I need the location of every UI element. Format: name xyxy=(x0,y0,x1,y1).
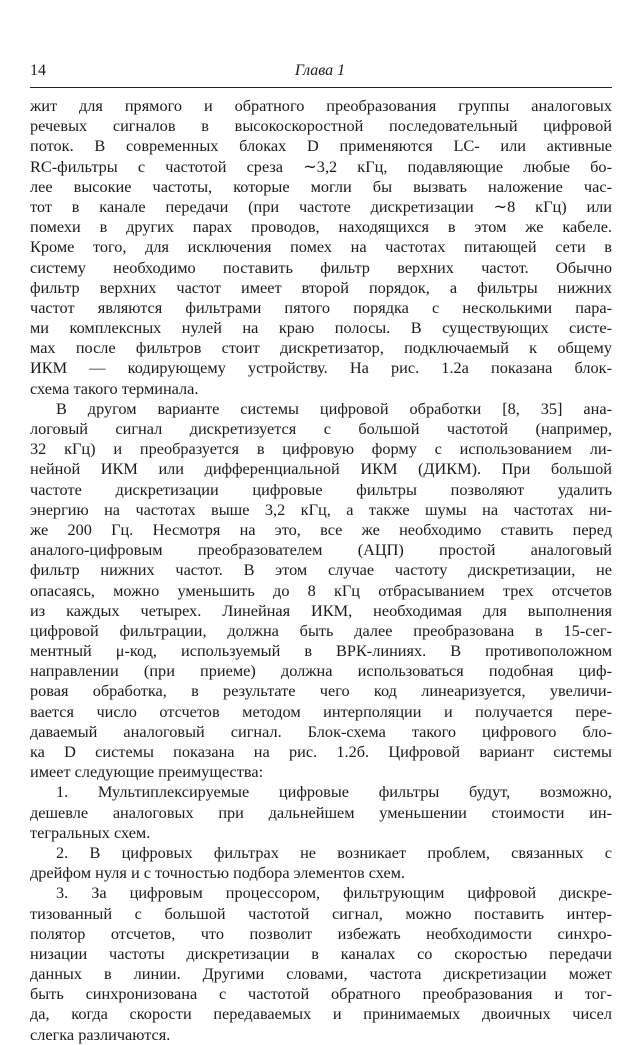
text-line: имеет следующие преимущества: xyxy=(30,762,264,782)
text-line: ментный μ-код, используемый в ВРК-линиях. В противоположном xyxy=(30,641,612,661)
text-line: Кроме того, для исключения помех на частотах питающей сети в xyxy=(30,237,612,257)
text-line: же 200 Гц. Несмотря на это, все же необходимо ставить перед xyxy=(30,519,612,539)
text-line: направлении (при приеме) должна использоваться подобная циф- xyxy=(30,661,612,681)
text-line: частоте дискретизации цифровые фильтры позволяют удалить xyxy=(30,479,612,499)
page-header xyxy=(30,62,610,86)
text-line: лее высокие частоты, которые могли бы вызвать наложение час- xyxy=(30,176,612,196)
text-line: ми комплексных нулей на краю полосы. В существующих систе- xyxy=(30,318,612,338)
text-line: 32 кГц) и преобразуется в цифровую форму с использованием ли- xyxy=(30,439,612,459)
text-line: помехи в других парах проводов, находящихся в этом же кабеле. xyxy=(30,217,612,237)
text-line: мах после фильтров стоит дискретизатор, подключаемый к общему xyxy=(30,338,612,358)
text-line: речевых сигналов в высокоскоростной последовательный цифровой xyxy=(30,116,612,136)
text-line: схема такого терминала. xyxy=(30,378,199,398)
text-line: ровая обработка, в результате чего код линеаризуется, увеличи- xyxy=(30,681,612,701)
text-line: нейной ИКМ или дифференциальной ИКМ (ДИКМ). При большой xyxy=(30,459,612,479)
text-line: из каждых четырех. Линейная ИКМ, необходимая для выполнения xyxy=(30,600,612,620)
text-line: аналого-цифровым преобразователем (АЦП) простой аналоговый xyxy=(30,540,612,560)
header-rule xyxy=(30,87,612,88)
text-line: дрейфом нуля и с точностью подбора элементов схем. xyxy=(30,863,406,883)
text-line: полятор отсчетов, что позволит избежать необходимости синхро- xyxy=(30,923,612,943)
text-line: В другом варианте системы цифровой обработки [8, 35] ана- xyxy=(56,398,612,418)
text-line: ка D системы показана на рис. 1.2б. Цифровой вариант системы xyxy=(30,742,612,761)
page-number: 14 xyxy=(30,62,46,79)
text-line: даваемый аналоговый сигнал. Блок-схема такого цифрового бло- xyxy=(30,721,612,741)
text-line: 1. Мультиплексируемые цифровые фильтры будут, возможно, xyxy=(56,782,612,802)
text-line: тот в канале передачи (при частоте дискретизации ∼8 кГц) или xyxy=(30,196,612,216)
text-line: фильтр верхних частот имеет второй порядок, а фильтры нижних xyxy=(30,277,612,297)
text-line: 2. В цифровых фильтрах не возникает проблем, связанных с xyxy=(56,842,612,862)
text-line: систему необходимо поставить фильтр верхних частот. Обычно xyxy=(30,257,612,277)
text-line: 3. За цифровым процессором, фильтрующим цифровой дискре- xyxy=(56,883,612,903)
text-line: фильтр нижних частот. В этом случае частоту дискретизации, не xyxy=(30,560,612,580)
text-line: энергию на частотах выше 3,2 кГц, а также шумы на частотах ни- xyxy=(30,499,612,519)
text-line: жит для прямого и обратного преобразования группы аналоговых xyxy=(30,96,612,115)
text-line: быть синхронизована с частотой обратного преобразования и тог- xyxy=(30,984,612,1004)
text-line: дешевле аналоговых при дальнейшем уменьшении стоимости ин- xyxy=(30,802,612,822)
chapter-title: Глава 1 xyxy=(294,62,346,79)
text-line: цифровой фильтрации, должна быть далее преобразована в 15-сег- xyxy=(30,620,612,640)
text-line: поток. В современных блоках D применяются LC- или активные xyxy=(30,136,612,156)
text-line: опасаясь, можно уменьшить до 8 кГц отбрасыванием трех отсчетов xyxy=(30,580,612,600)
text-line: данных в линии. Другими словами, частота дискретизации может xyxy=(30,964,612,984)
text-line: низации частоты дискретизации в каналах со скоростью передачи xyxy=(30,943,612,963)
text-line: RC-фильтры с частотой среза ∼3,2 кГц, подавляющие любые бо- xyxy=(30,156,612,176)
text-line: да, когда скорости передаваемых и принимаемых двоичных чисел xyxy=(30,1004,612,1024)
text-line: тизованный с большой частотой сигнал, можно поставить интер- xyxy=(30,903,612,923)
text-line: вается число отсчетов методом интерполяции и получается пере- xyxy=(30,701,612,721)
text-line: логовый сигнал дискретизуется с большой частотой (например, xyxy=(30,419,612,438)
text-line: слегка различаются. xyxy=(30,1024,171,1044)
text-line: ИКМ — кодирующему устройству. На рис. 1.2а показана блок- xyxy=(30,358,612,378)
text-line: частот являются фильтрами пятого порядка с несколькими пара- xyxy=(30,297,612,317)
text-line: тегральных схем. xyxy=(30,822,151,842)
body-text xyxy=(30,96,612,1045)
